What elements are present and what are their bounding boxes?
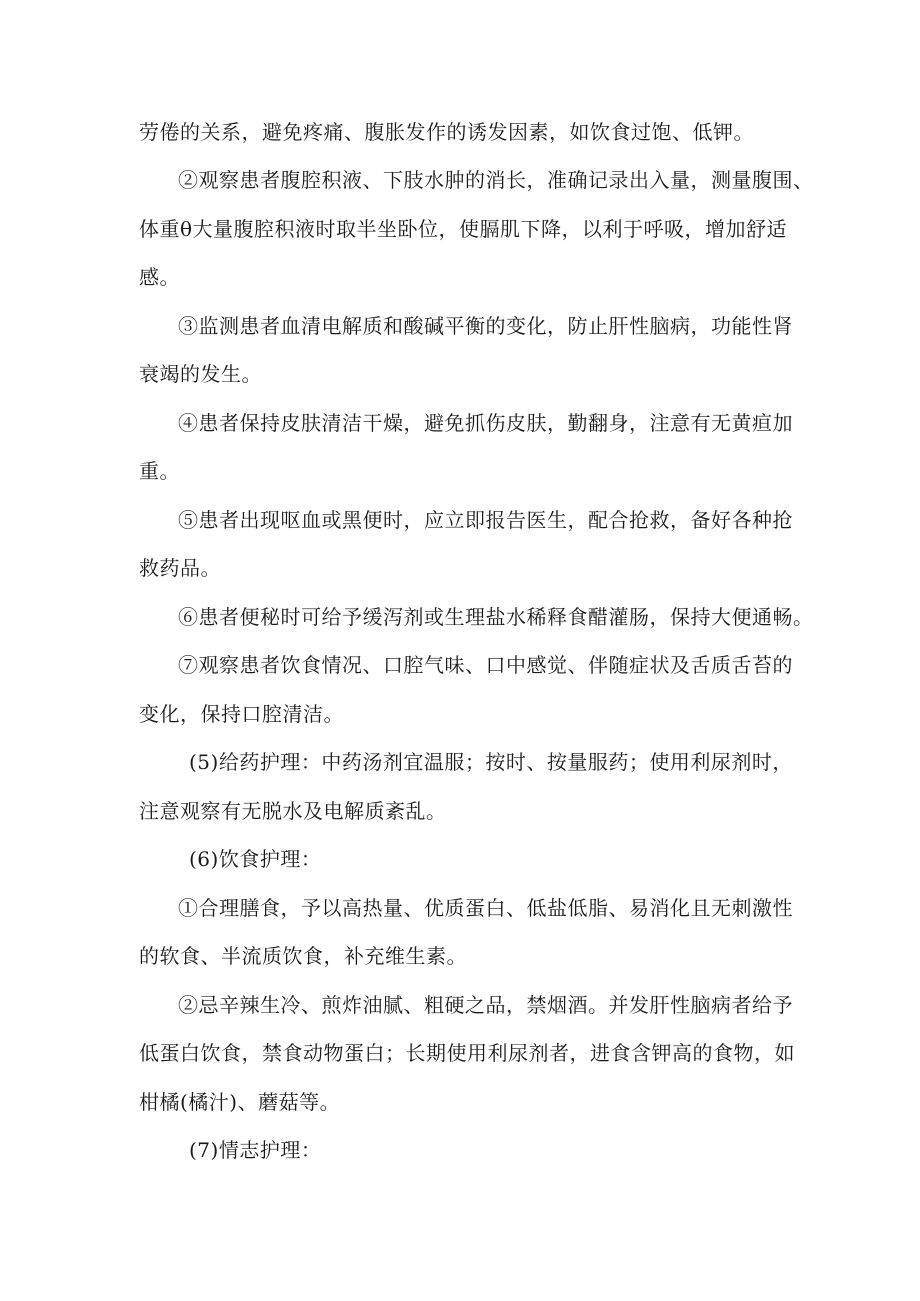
text-line-15: 注意观察有无脱水及电解质紊乱。 [139,799,447,823]
text-line-7: ④患者保持皮肤清洁干燥，避免抓伤皮肤，勤翻身，注意有无黄疸加 [178,411,793,435]
text-line-5: ③监测患者血清电解质和酸碱平衡的变化，防止肝性脑病，功能性肾 [178,314,793,338]
text-line-22: (7)情志护理： [189,1138,322,1162]
text-line-16: (6)饮食护理： [189,847,322,871]
text-line-11: ⑥患者便秘时可给予缓泻剂或生理盐水稀释食醋灌肠，保持大便通畅。 [178,605,814,629]
text-line-14: (5)给药护理：中药汤剂宜温服；按时、按量服药；使用利尿剂时， [189,750,793,774]
text-line-6: 衰竭的发生。 [139,362,262,386]
text-line-2: ②观察患者腹腔积液、下肢水肿的消长，准确记录出入量，测量腹围、 [178,168,814,192]
text-line-9: ⑤患者出现呕血或黑便时，应立即报告医生，配合抢救，备好各种抢 [178,508,793,532]
text-line-3: 体重θ大量腹腔积液时取半坐卧位，使膈肌下降，以利于呼吸，增加舒适 [139,217,788,241]
text-line-20: 低蛋白饮食，禁食动物蛋白；长期使用利尿剂者，进食含钾高的食物，如 [139,1041,795,1065]
text-line-8: 重。 [139,459,180,483]
text-line-17: ①合理膳食，予以高热量、优质蛋白、低盐低脂、易消化且无刺激性 [178,896,793,920]
text-line-10: 救药品。 [139,556,221,580]
text-line-19: ②忌辛辣生冷、煎炸油腻、粗硬之品，禁烟酒。并发肝性脑病者给予 [178,993,793,1017]
text-line-12: ⑦观察患者饮食情况、口腔气味、口中感觉、伴随症状及舌质舌苔的 [178,653,793,677]
text-line-13: 变化，保持口腔清洁。 [139,702,344,726]
text-line-4: 感。 [139,265,180,289]
text-line-18: 的软食、半流质饮食，补充维生素。 [139,944,467,968]
text-line-1: 劳倦的关系，避免疼痛、腹胀发作的诱发因素，如饮食过饱、低钾。 [139,120,754,144]
text-line-21: 柑橘(橘汁)、蘑菇等。 [139,1090,341,1114]
